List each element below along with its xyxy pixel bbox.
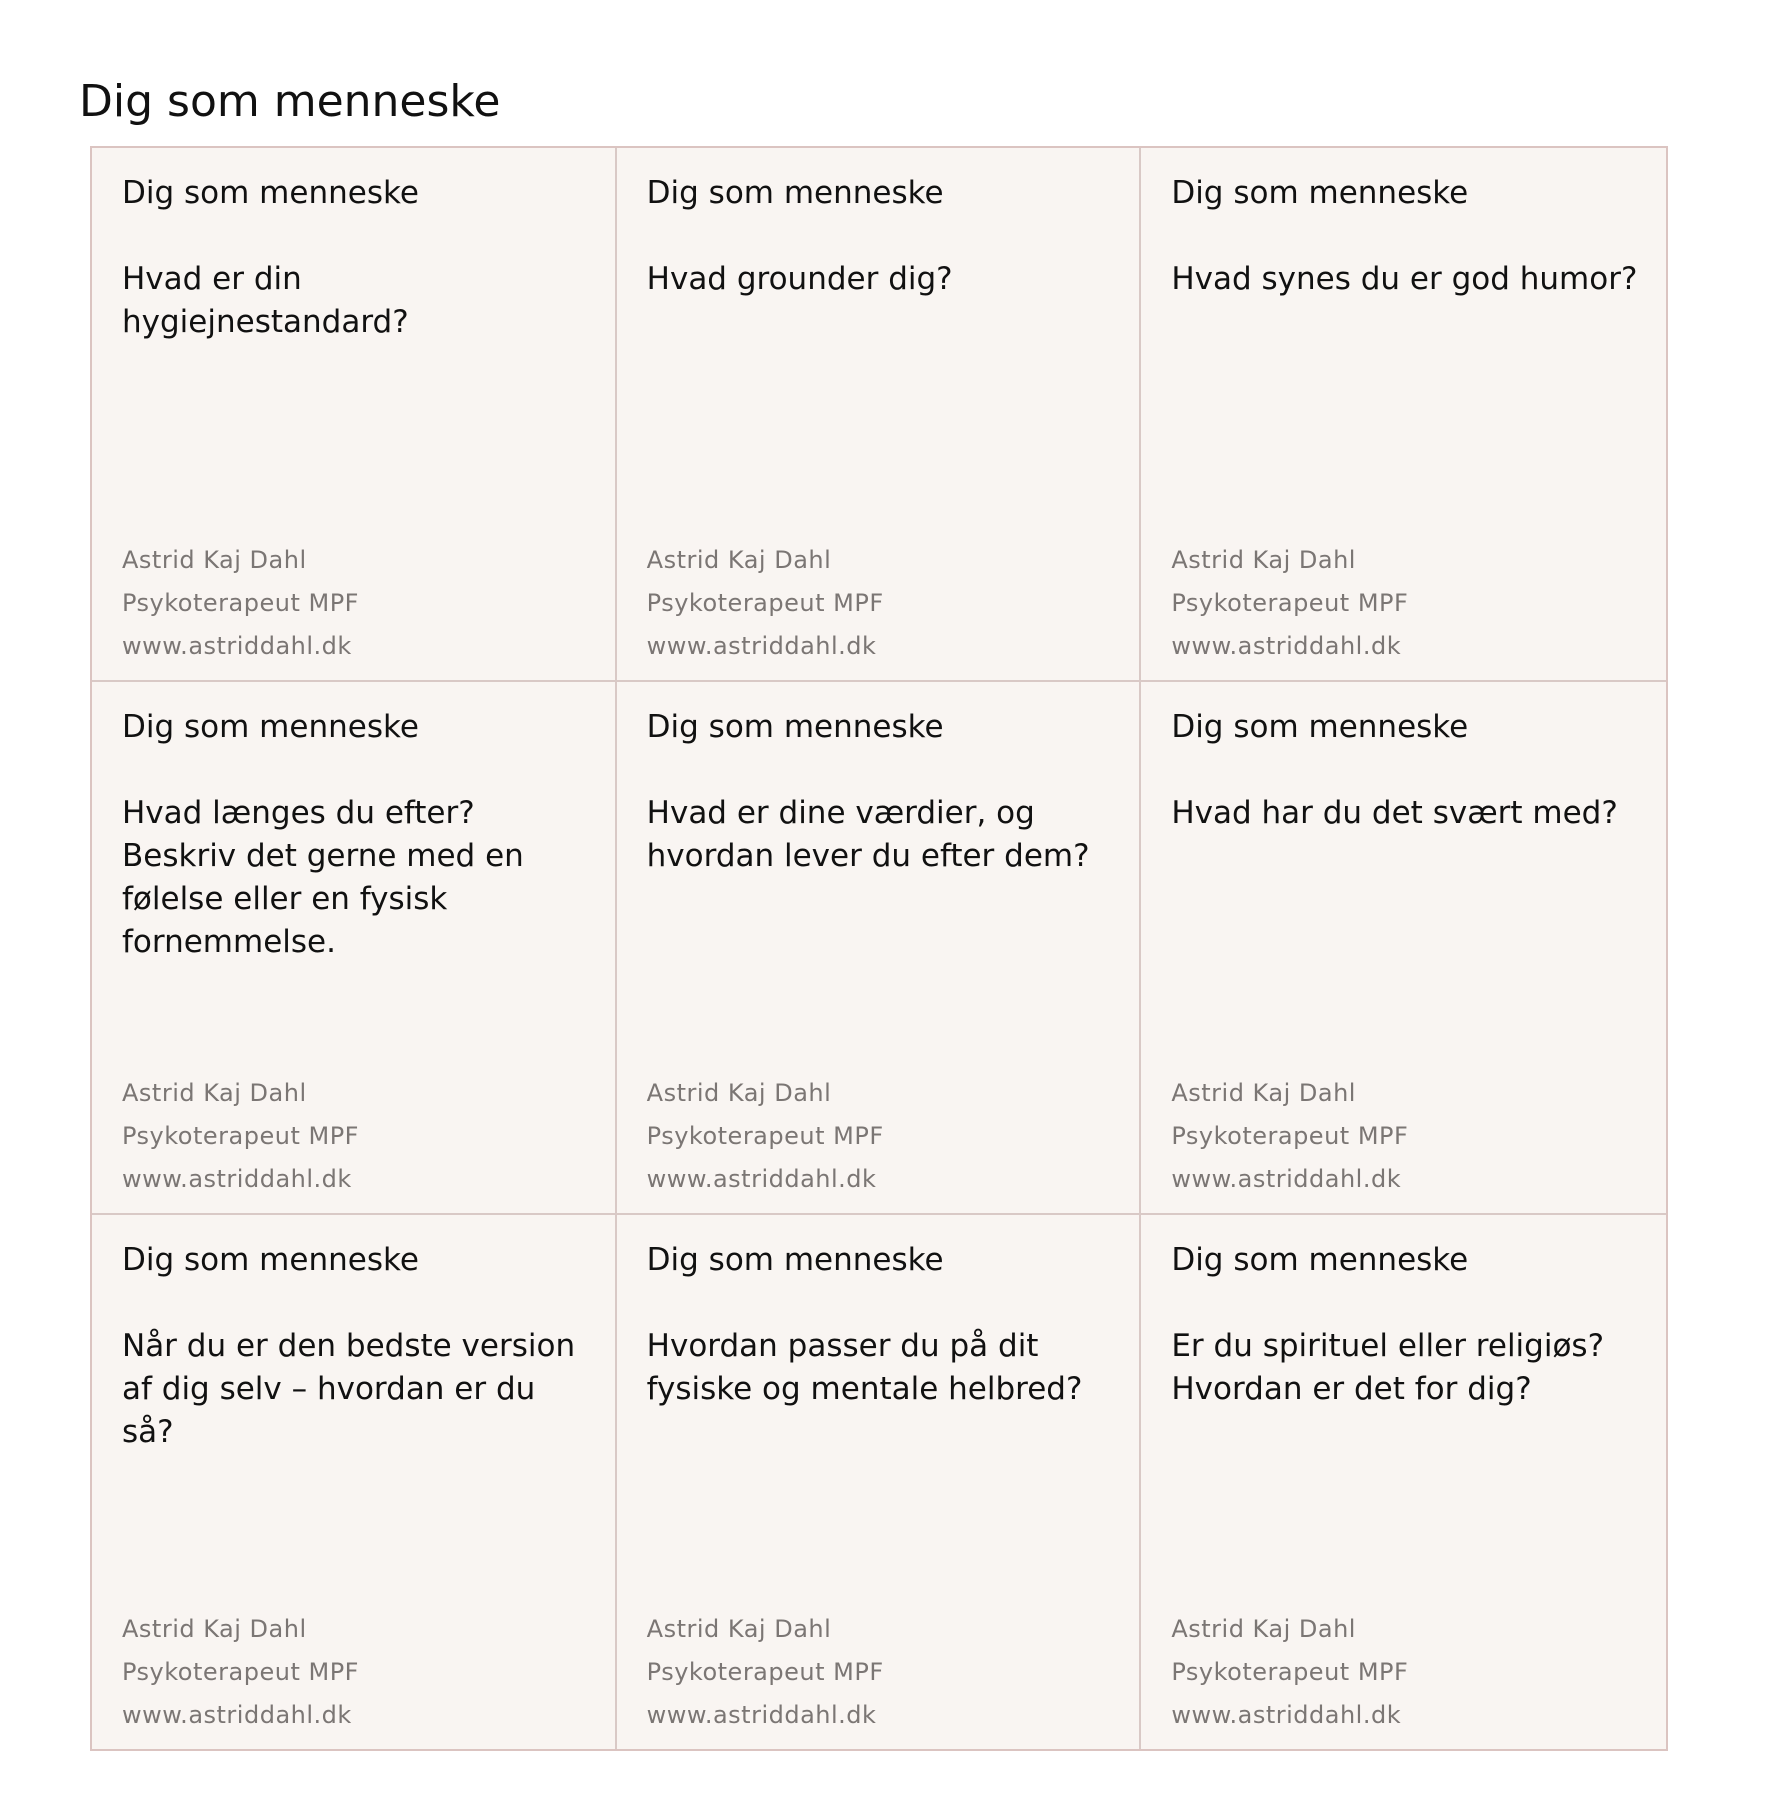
card-author-name: Astrid Kaj Dahl [1171,545,1356,574]
card-author-profession: Psykoterapeut MPF [1171,1658,1409,1686]
question-card [92,682,617,1216]
card-author-profession: Psykoterapeut MPF [646,588,884,617]
card-website: www.astriddahl.dk [1171,1701,1402,1729]
card-author-name: Astrid Kaj Dahl [646,545,832,574]
card-author-profession: Psykoterapeut MPF [122,1122,359,1151]
card-website: www.astriddahl.dk [1171,1165,1402,1194]
card-author-name: Astrid Kaj Dahl [122,1079,307,1108]
card-footer [1171,539,1408,668]
question-card [92,1215,617,1749]
card-website: www.astriddahl.dk [1171,631,1402,660]
card-author-name: Astrid Kaj Dahl [646,1079,832,1108]
card-author-name: Astrid Kaj Dahl [1171,1079,1356,1108]
card-footer [122,1072,359,1201]
question-card [1141,682,1666,1216]
card-footer [122,539,359,668]
question-card [1141,1215,1666,1749]
card-question: Hvordan passer du på dit fysiske og mentale helbred? [646,1328,1083,1408]
card-author-name: Astrid Kaj Dahl [1171,1615,1356,1643]
question-card [92,148,617,682]
question-card [617,682,1142,1216]
card-author-name: Astrid Kaj Dahl [646,1615,832,1643]
card-question: Når du er den bedste version af dig selv – hvordan er du så? [122,1328,576,1451]
card-author-profession: Psykoterapeut MPF [1171,1122,1409,1151]
card-website: www.astriddahl.dk [122,1701,352,1729]
question-card [1141,148,1666,682]
card-website: www.astriddahl.dk [122,631,352,660]
card-author-profession: Psykoterapeut MPF [1171,588,1409,617]
page-title: Dig som menneske [79,76,501,127]
card-author-profession: Psykoterapeut MPF [122,588,359,617]
card-website: www.astriddahl.dk [122,1165,352,1194]
card-category: Dig som menneske [1171,708,1469,745]
card-footer [647,1072,884,1201]
card-grid [90,146,1668,1751]
card-author-profession: Psykoterapeut MPF [646,1658,884,1686]
card-question: Hvad synes du er god humor? [1171,261,1638,297]
card-website: www.astriddahl.dk [646,1701,877,1729]
question-card [617,1215,1142,1749]
card-category: Dig som menneske [122,708,419,745]
card-website: www.astriddahl.dk [646,631,877,660]
card-category: Dig som menneske [1171,1242,1469,1279]
card-category: Dig som menneske [646,175,944,211]
card-question: Hvad grounder dig? [646,261,953,297]
card-question: Hvad har du det svært med? [1171,794,1618,831]
card-category: Dig som menneske [646,1242,944,1279]
card-footer [1171,1072,1408,1201]
card-category: Dig som menneske [1171,175,1469,211]
question-card [617,148,1142,682]
card-website: www.astriddahl.dk [646,1165,877,1194]
card-question: Er du spirituel eller religiøs? Hvordan er det for dig? [1171,1328,1605,1408]
card-category: Dig som menneske [122,1242,419,1279]
card-author-name: Astrid Kaj Dahl [122,1615,307,1643]
card-footer [1171,1608,1408,1737]
card-author-name: Astrid Kaj Dahl [122,545,307,574]
card-author-profession: Psykoterapeut MPF [122,1658,359,1686]
card-question: Hvad længes du efter? Beskriv det gerne med en følelse eller en fysisk fornemmelse. [122,794,524,960]
card-category: Dig som menneske [122,175,419,211]
card-question: Hvad er dine værdier, og hvordan lever du efter dem? [646,794,1090,874]
card-footer [647,1608,884,1737]
card-category: Dig som menneske [646,708,944,745]
card-author-profession: Psykoterapeut MPF [646,1122,884,1151]
card-question: Hvad er din hygiejnestandard? [122,261,409,340]
card-footer [122,1608,359,1737]
card-footer [647,539,884,668]
